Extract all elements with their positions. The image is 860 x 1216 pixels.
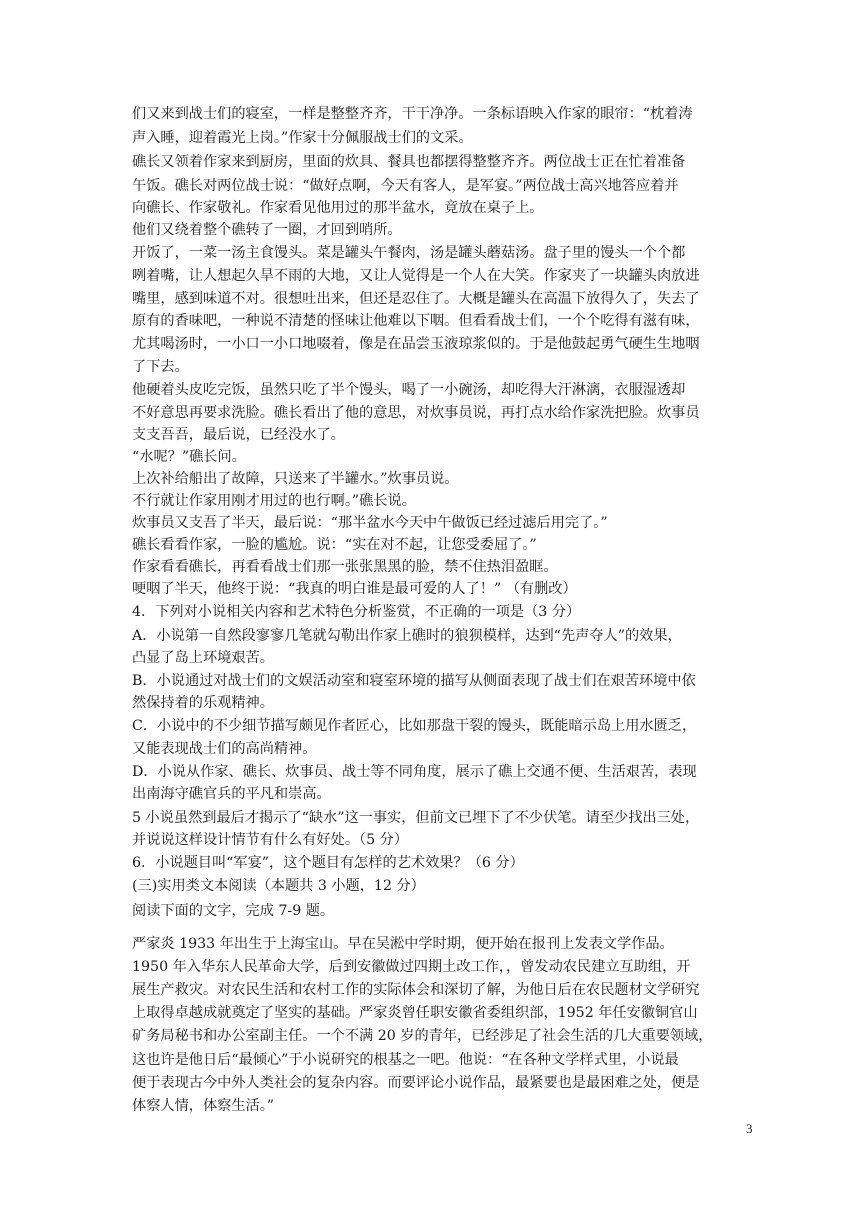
text-line: 们又来到战士们的寝室，一样是整整齐齐，干干净净。一条标语映入作家的眼帘：“枕着涛 [132, 106, 693, 122]
instruction: 阅读下面的文字，完成 7-9 题。 [132, 903, 335, 919]
text-line: 午饭。礁长对两位战士说：“做好点啊，今天有客人，是军宴。”两位战士高兴地答应着并 [132, 178, 679, 194]
text-line: 上次补给船出了故障，只送来了半罐水。”炊事员说。 [132, 471, 459, 487]
question-6: 6．小说题目叫“军宴”，这个题目有怎样的艺术效果？（6 分） [132, 855, 524, 871]
text-line: 嘴里，感到味道不对。很想吐出来，但还是忍住了。大概是罐头在高温下放得久了，失去了 [132, 291, 700, 307]
text-line: 向礁长、作家敬礼。作家看见他用过的那半盆水，竟放在桌子上。 [132, 200, 544, 216]
option-a: A．小说第一自然段寥寥几笔就勾勒出作家上礁时的狼狈模样，达到“先声夺人”的效果， [132, 628, 682, 644]
text-line: 他硬着头皮吃完饭，虽然只吃了半个馒头，喝了一小碗汤，却吃得大汗淋漓，衣服湿透却 [132, 382, 686, 398]
text-line: 展生产救灾。对农民生活和农村工作的实际体会和深切了解，为他日后在农民题材文学研究 [132, 982, 700, 998]
text-line: 作家看看礁长，再看看战士们那一张张黑黑的脸，禁不住热泪盈眶。 [132, 559, 558, 575]
text-line: 这也许是他日后“最倾心”于小说研究的根基之一吧。他说：“在各种文学样式里，小说最 [132, 1052, 679, 1068]
option-c-cont: 又能表现战士们的高尚精神。 [132, 741, 317, 757]
option-d: D．小说从作家、礁长、炊事员、战士等不同角度，展示了礁上交通不便、生活艰苦，表现 [132, 764, 697, 780]
text-line: 体察人情，体察生活。” [132, 1098, 275, 1114]
option-c: C．小说中的不少细节描写颇见作者匠心，比如那盘干裂的馒头，既能暗示岛上用水匮乏， [132, 718, 697, 734]
text-line: 便于表现古今中外人类社会的复杂内容。而要评论小说作品，最紧要也是最困难之处，便是 [132, 1075, 700, 1091]
option-b: B．小说通过对战士们的文娱活动室和寝室环境的描写从侧面表现了战士们在艰苦环境中依 [132, 673, 696, 689]
section-heading: (三)实用类文本阅读（本题共 3 小题，12 分） [132, 878, 425, 894]
text-line: 原有的香味吧，一种说不清楚的怪味让他难以下咽。但看看战士们，一个个吃得有滋有味， [132, 313, 700, 329]
question-5: 5 小说虽然到最后才揭示了“缺水”这一事实，但前文已埋下了不少伏笔。请至少找出三处， [132, 810, 700, 826]
text-line: 开饭了，一菜一汤主食馒头。菜是罐头午餐肉，汤是罐头蘑菇汤。盘子里的馒头一个个都 [132, 245, 686, 261]
text-line: 他们又绕着整个礁转了一圈，才回到哨所。 [132, 222, 402, 238]
text-line: 上取得卓越成就奠定了坚实的基础。严家炎曾任职安徽省委组织部，1952 年任安徽铜官山 [132, 1005, 698, 1021]
text-line: 咧着嘴，让人想起久旱不雨的大地，又让人觉得是一个人在大笑。作家夹了一块罐头肉放进 [132, 268, 700, 284]
text-line: 严家炎 1933 年出生于上海宝山。早在吴淞中学时期，便开始在报刊上发表文学作品。 [132, 936, 674, 952]
text-line: 不行就让作家用刚才用过的也行啊。”礁长说。 [132, 493, 416, 509]
option-a-cont: 凸显了岛上环境艰苦。 [132, 650, 274, 666]
page-number: 3 [746, 1121, 753, 1136]
text-line: 礁长又领着作家来到厨房，里面的炊具、餐具也都摆得整整齐齐。两位战士正在忙着准备 [132, 154, 686, 170]
text-line: 尤其喝汤时，一小口一小口地啜着，像是在品尝玉液琼浆似的。于是他鼓起勇气硬生生地咽 [132, 336, 700, 352]
text-line: 矿务局秘书和办公室副主任。一个不满 20 岁的青年，已经涉足了社会生活的几大重要领域， [132, 1028, 713, 1044]
text-line: 支支吾吾，最后说，已经没水了。 [132, 427, 345, 443]
text-line: 礁长看看作家，一脸的尴尬。说：“实在对不起，让您受委屈了。” [132, 537, 537, 553]
text-line: 声入睡，迎着霞光上岗。”作家十分佩服战士们的文采。 [132, 130, 473, 146]
question-4: 4．下列对小说相关内容和艺术特色分析鉴赏，不正确的一项是（3 分） [132, 604, 581, 620]
option-b-cont: 然保持着的乐观精神。 [132, 695, 274, 711]
text-line: 炊事员又支吾了半天，最后说：“那半盆水今天中午做饭已经过滤后用完了。” [132, 515, 608, 531]
text-line: 不好意思再要求洗脸。礁长看出了他的意思，对炊事员说，再打点水给作家洗把脸。炊事员 [132, 405, 700, 421]
option-d-cont: 出南海守礁官兵的平凡和崇高。 [132, 786, 331, 802]
text-line: 1950 年入华东人民革命大学，后到安徽做过四期土改工作，，曾发动农民建立互助组，开 [132, 959, 691, 975]
text-line: “水呢？”礁长问。 [132, 449, 246, 465]
text-line: 哽咽了半天，他终于说：“我真的明白谁是最可爱的人了！” （有删改） [132, 581, 577, 597]
text-line: 了下去。 [132, 359, 189, 375]
question-5-cont: 并说说这样设计情节有什么有好处。（5 分） [132, 832, 409, 848]
